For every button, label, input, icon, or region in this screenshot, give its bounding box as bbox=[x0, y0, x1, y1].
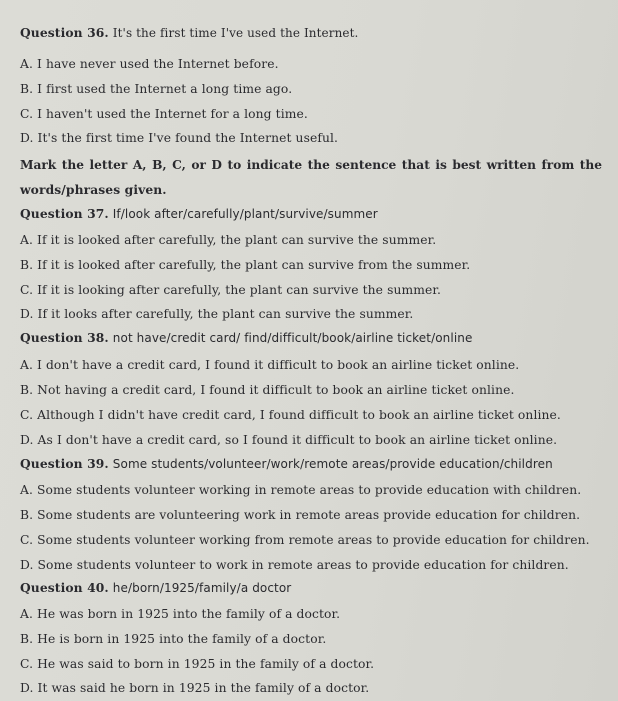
question-39-option-d: D. Some students volunteer to work in remote areas to provide education for children. bbox=[20, 558, 569, 572]
question-40-option-c: C. He was said to born in 1925 in the family of a doctor. bbox=[20, 657, 375, 671]
question-36-label: Question 36. bbox=[20, 25, 109, 40]
question-40-heading bbox=[20, 580, 291, 596]
question-36-option-b: B. I first used the Internet a long time ago. bbox=[20, 82, 293, 96]
question-38-prompt: not have/credit card/ find/difficult/book/airline ticket/online bbox=[112, 331, 473, 345]
question-38-heading bbox=[20, 330, 472, 346]
question-40-option-a: A. He was born in 1925 into the family of a doctor. bbox=[20, 607, 341, 621]
question-39-prompt: Some students/volunteer/work/remote areas/provide education/children bbox=[112, 457, 553, 471]
question-36-prompt: It's the first time I've used the Internet. bbox=[112, 26, 359, 40]
question-37-option-b: B. If it is looked after carefully, the plant can survive from the summer. bbox=[20, 258, 471, 272]
question-38-label: Question 38. bbox=[20, 330, 109, 345]
instruction-line-2: words/phrases given. bbox=[20, 182, 167, 197]
question-40-option-d: D. It was said he born in 1925 in the family of a doctor. bbox=[20, 681, 370, 695]
question-38-option-a: A. I don't have a credit card, I found it difficult to book an airline ticket online. bbox=[20, 358, 520, 372]
question-37-option-d: D. If it looks after carefully, the plant can survive the summer. bbox=[20, 307, 414, 321]
question-39-option-c: C. Some students volunteer working from remote areas to provide education for children. bbox=[20, 533, 590, 547]
question-39-label: Question 39. bbox=[20, 456, 109, 471]
question-37-option-c: C. If it is looking after carefully, the plant can survive the summer. bbox=[20, 283, 442, 297]
question-39-option-a: A. Some students volunteer working in remote areas to provide education with children. bbox=[20, 483, 582, 497]
question-36-option-c: C. I haven't used the Internet for a long time. bbox=[20, 107, 308, 121]
question-39-heading bbox=[20, 456, 553, 472]
question-36-heading bbox=[20, 25, 358, 41]
question-38-option-b: B. Not having a credit card, I found it difficult to book an airline ticket online. bbox=[20, 383, 515, 397]
question-36-option-d: D. It's the first time I've found the Internet useful. bbox=[20, 131, 339, 145]
question-37-heading bbox=[20, 206, 378, 222]
question-38-option-c: C. Although I didn't have credit card, I found difficult to book an airline ticket online. bbox=[20, 408, 561, 422]
instruction-line-1: Mark the letter A, B, C, or D to indicate the sentence that is best written from the bbox=[20, 158, 602, 172]
question-38-option-d: D. As I don't have a credit card, so I found it difficult to book an airline ticket online. bbox=[20, 433, 558, 447]
question-37-label: Question 37. bbox=[20, 206, 109, 221]
question-40-option-b: B. He is born in 1925 into the family of a doctor. bbox=[20, 632, 327, 646]
question-39-option-b: B. Some students are volunteering work in remote areas provide education for children. bbox=[20, 508, 581, 522]
question-37-option-a: A. If it is looked after carefully, the plant can survive the summer. bbox=[20, 233, 437, 247]
question-40-prompt: he/born/1925/family/a doctor bbox=[112, 581, 292, 595]
question-40-label: Question 40. bbox=[20, 580, 109, 595]
question-36-option-a: A. I have never used the Internet before. bbox=[20, 57, 279, 71]
question-37-prompt: If/look after/carefully/plant/survive/summer bbox=[112, 207, 378, 221]
